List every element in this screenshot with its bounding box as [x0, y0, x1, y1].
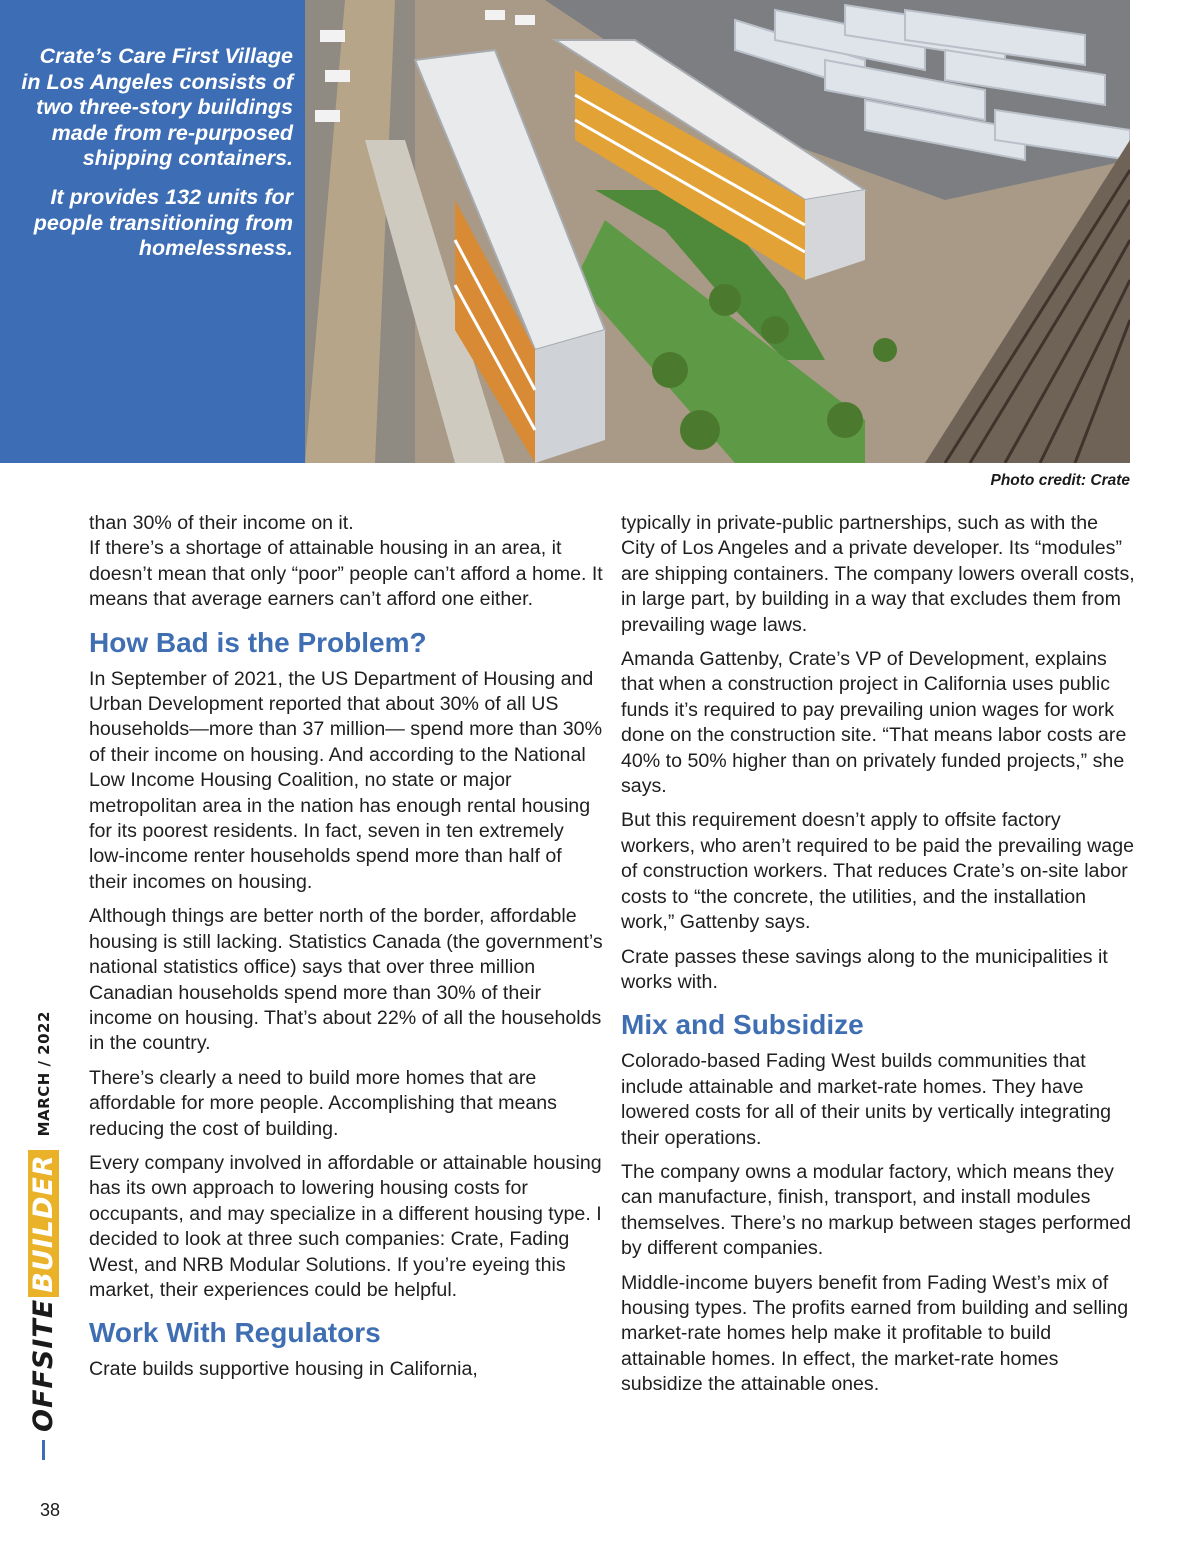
section-heading: Work With Regulators [89, 1317, 381, 1349]
paragraph: Middle-income buyers benefit from Fading West’s mix of housing types. The profits earned from building and selling market-rate homes help make it profitable to build attainable homes. In effect, the market-rate homes subsidize the attainable ones. [621, 1271, 1129, 1396]
photo-credit: Photo credit: Crate [990, 472, 1130, 489]
aerial-photo [305, 0, 1130, 463]
paragraph: than 30% of their income on it. [89, 512, 354, 534]
section-heading: How Bad is the Problem? [89, 626, 427, 658]
paragraph: Crate builds supportive housing in California, [89, 1358, 478, 1381]
photo-caption-box [0, 0, 305, 463]
paragraph: Colorado-based Fading West builds communities that include attainable and market-rate homes. They have lowered costs for all of their units by vertically integrating their operations. [621, 1050, 1112, 1149]
masthead-brand-offsite: OFFSITE [28, 1298, 59, 1432]
paragraph: Amanda Gattenby, Crate’s VP of Development, explains that when a construction project in California uses public funds it’s required to pay prevailing union wages for work done on the construction site. “That means labor costs are 40% to 50% higher than on privately funded projects,” she says. [621, 648, 1127, 798]
paragraph: Crate passes these savings along to the municipalities it works with. [621, 945, 1108, 993]
paragraph: The company owns a modular factory, which means they can manufacture, finish, transport, and install modules themselves. There’s no markup between stages performed by different companies. [621, 1160, 1132, 1260]
issue-date: MARCH / 2022 [34, 1011, 53, 1137]
masthead-accent-bar [42, 1440, 45, 1460]
page-number: 38 [40, 1500, 61, 1520]
paragraph: In September of 2021, the US Department of Housing and Urban Development reported that about 30% of all US households—more than 37 million— spend more than 30% of their income on housing. And according to the National Low Income Housing Coalition, no state or major metropolitan area in the nation has enough rental housing for its poorest residents. In fact, seven in ten extremely low-income renter households spend more than half of their incomes on housing. [89, 667, 602, 893]
caption-text: Crate’s Care First Village in Los Angeles consists of two three-story buildings made from re-purposed shipping containers. [21, 44, 293, 171]
section-heading: Mix and Subsidize [621, 1009, 864, 1041]
article-column-left [89, 511, 604, 1392]
aerial-photo-illustration [305, 0, 1130, 463]
paragraph: There’s clearly a need to build more homes that are affordable for more people. Accomplishing that means reducing the cost of building. [89, 1066, 557, 1140]
article-column-right [621, 511, 1136, 1407]
masthead-brand-builder: BUILDER [28, 1150, 59, 1296]
paragraph: But this requirement doesn’t apply to offsite factory workers, who aren’t required to be paid the prevailing wage of construction workers. That reduces Crate’s on-site labor costs to “the concrete, the utilities, and the installation work,” Gattenby says. [621, 809, 1134, 934]
paragraph: If there’s a shortage of attainable housing in an area, it doesn’t mean that only “poor” people can’t afford a home. It means that average earners can’t afford one either. [89, 537, 603, 611]
paragraph: Every company involved in affordable or attainable housing has its own approach to lowering housing costs for occupants, and may specialize in a different housing type. I decided to look at three such companies: Crate, Fading West, and NRB Modular Solutions. If you’re eyeing this market, their experiences could be helpful. [89, 1151, 602, 1301]
paragraph: Although things are better north of the border, affordable housing is still lacking. Statistics Canada (the government’s national statistics office) says that over three million Canadian households spend more than 30% of their income on housing. That’s about 22% of all the households in the country. [89, 905, 603, 1055]
caption-text-units: It provides 132 units for people transitioning from homelessness. [33, 184, 293, 261]
paragraph: typically in private-public partnerships, such as with the City of Los Angeles and a private developer. Its “modules” are shipping containers. The company lowers overall costs, in large part, by building in a way that excludes them from prevailing wage laws. [621, 512, 1135, 636]
